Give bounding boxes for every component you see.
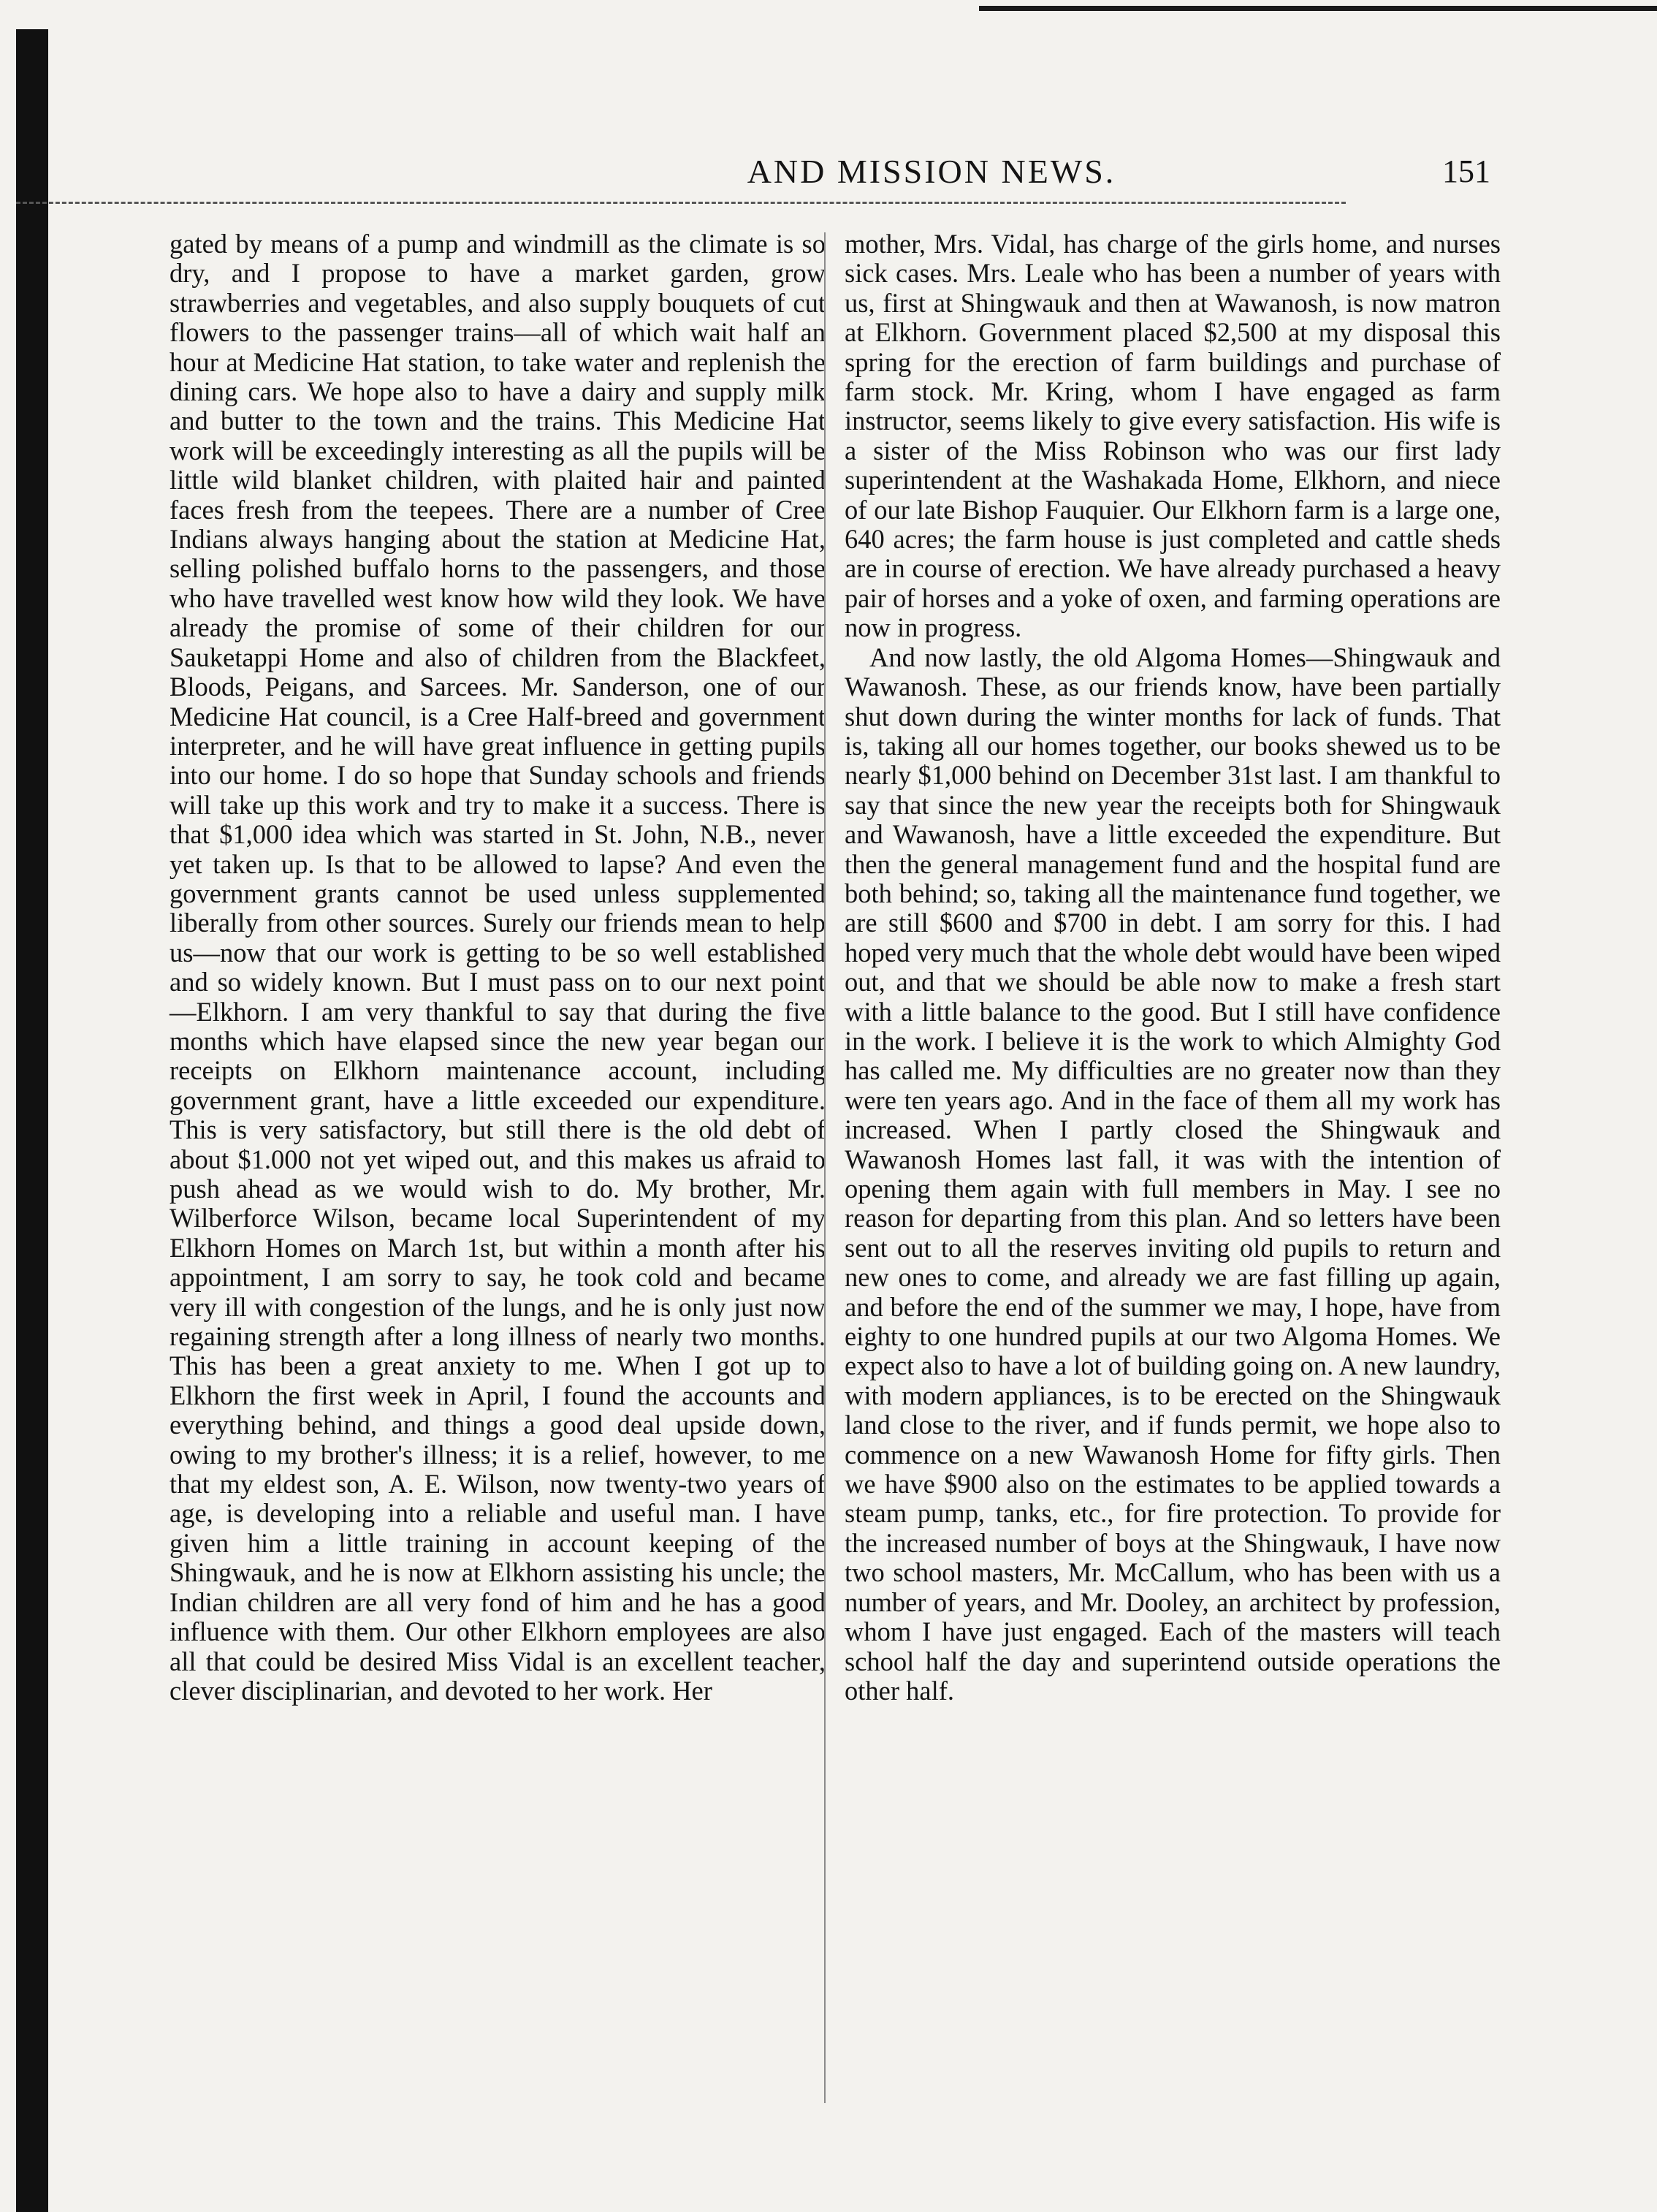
left-column: [169, 229, 826, 2108]
paragraph: And now lastly, the old Algoma Homes—Shingwauk and Wawanosh. These, as our friends know, have been partially shut down during the winter months for lack of funds. That is, taking all our homes together, our books shewed us to be nearly $1,000 behind on December 31st last. I am thankful to say that since the new year the receipts both for Shingwauk and Wawanosh, have a little exceeded the expenditure. But then the general management fund and the hospital fund are both behind; so, taking all the maintenance fund together, we are still $600 and $700 in debt. I am sorry for this. I had hoped very much that the whole debt would have been wiped out, and that we should be able now to make a fresh start with a little balance to the good. But I still have confidence in the work. I believe it is the work to which Almighty God has called me. My difficulties are no greater now than they were ten years ago. And in the face of them all my work has increased. When I partly closed the Shingwauk and Wawanosh Homes last fall, it was with the intention of opening them again with full members in May. I see no reason for departing from this plan. And so letters have been sent out to all the reserves inviting old pupils to return and new ones to come, and already we are fast filling up again, and before the end of the summer we may, I hope, have from eighty to one hundred pupils at our two Algoma Homes. We expect also to have a lot of building going on. A new laundry, with modern appliances, is to be erected on the Shingwauk land close to the river, and if funds permit, we hope also to commence on a new Wawanosh Home for fifty girls. Then we have $900 also on the estimates to be applied towards a steam pump, tanks, etc., for fire protection. To provide for the increased number of boys at the Shingwauk, I have now two school masters, Mr. McCallum, who has been with us a number of years, and Mr. Dooley, an architect by profession, whom I have just engaged. Each of the masters will teach school half the day and superintend outside operations the other half.: [845, 642, 1501, 1706]
page-binding-edge: [16, 29, 48, 2212]
running-head: AND MISSION NEWS.: [747, 153, 1116, 190]
right-column: [845, 229, 1501, 2108]
page-number: 151: [1442, 153, 1490, 189]
paragraph: gated by means of a pump and windmill as the climate is so dry, and I propose to have a market garden, grow strawberries and vegetables, and also supply bouquets of cut flowers to the passenger trains—all of which wait half an hour at Medicine Hat station, to take water and replenish the dining cars. We hope also to have a dairy and supply milk and butter to the town and the trains. This Medicine Hat work will be exceedingly interesting as all the pupils will be little wild blanket children, with plaited hair and painted faces fresh from the teepees. There are a number of Cree Indians always hanging about the station at Medicine Hat, selling polished buffalo horns to the passengers, and those who have travelled west know how wild they look. We have already the promise of some of their children for our Sauketappi Home and also of children from the Blackfeet, Bloods, Peigans, and Sarcees. Mr. Sanderson, one of our Medicine Hat council, is a Cree Half-breed and government interpreter, and he will have great influence in getting pupils into our home. I do so hope that Sunday schools and friends will take up this work and try to make it a success. There is that $1,000 idea which was started in St. John, N.B., never yet taken up. Is that to be allowed to lapse? And even the government grants cannot be used unless supplemented liberally from other sources. Surely our friends mean to help us—now that our work is getting to be so well established and so widely known. But I must pass on to our next point —Elkhorn. I am very thankful to say that during the five months which have elapsed since the new year began our receipts on Elkhorn maintenance account, including government grant, have a little exceeded our expenditure. This is very satisfactory, but still there is the old debt of about $1.000 not yet wiped out, and this makes us afraid to push ahead as we would wish to do. My brother, Mr. Wilberforce Wilson, became local Superintendent of my Elkhorn Homes on March 1st, but within a month after his appointment, I am sorry to say, he took cold and became very ill with congestion of the lungs, and he is only just now regaining strength after a long illness of nearly two months. This has been a great anxiety to me. When I got up to Elkhorn the first week in April, I found the accounts and everything behind, and things a good deal upside down, owing to my brother's illness; it is a relief, however, to me that my eldest son, A. E. Wilson, now twenty-two years of age, is developing into a reliable and useful man. I have given him a little training in account keeping of the Shingwauk, and he is now at Elkhorn assisting his uncle; the Indian children are all very fond of him and he has a good influence with them. Our other Elkhorn employees are also all that could be desired Miss Vidal is an excellent teacher, clever disciplinarian, and devoted to her work. Her: [169, 229, 826, 1706]
top-edge-rule: [979, 6, 1657, 11]
column-divider: [824, 232, 826, 2103]
page-header: [153, 146, 1490, 205]
header-rule: [16, 202, 1346, 204]
paragraph: mother, Mrs. Vidal, has charge of the girls home, and nurses sick cases. Mrs. Leale who has been a number of years with us, first at Shingwauk and then at Wawanosh, is now matron at Elkhorn. Government placed $2,500 at my disposal this spring for the erection of farm buildings and purchase of farm stock. Mr. Kring, whom I have engaged as farm instructor, seems likely to give every satisfaction. His wife is a sister of the Miss Robinson who was our first lady superintendent at the Washakada Home, Elkhorn, and niece of our late Bishop Fauquier. Our Elkhorn farm is a large one, 640 acres; the farm house is just completed and cattle sheds are in course of erection. We have already purchased a heavy pair of horses and a yoke of oxen, and farming operations are now in progress.: [845, 229, 1501, 643]
